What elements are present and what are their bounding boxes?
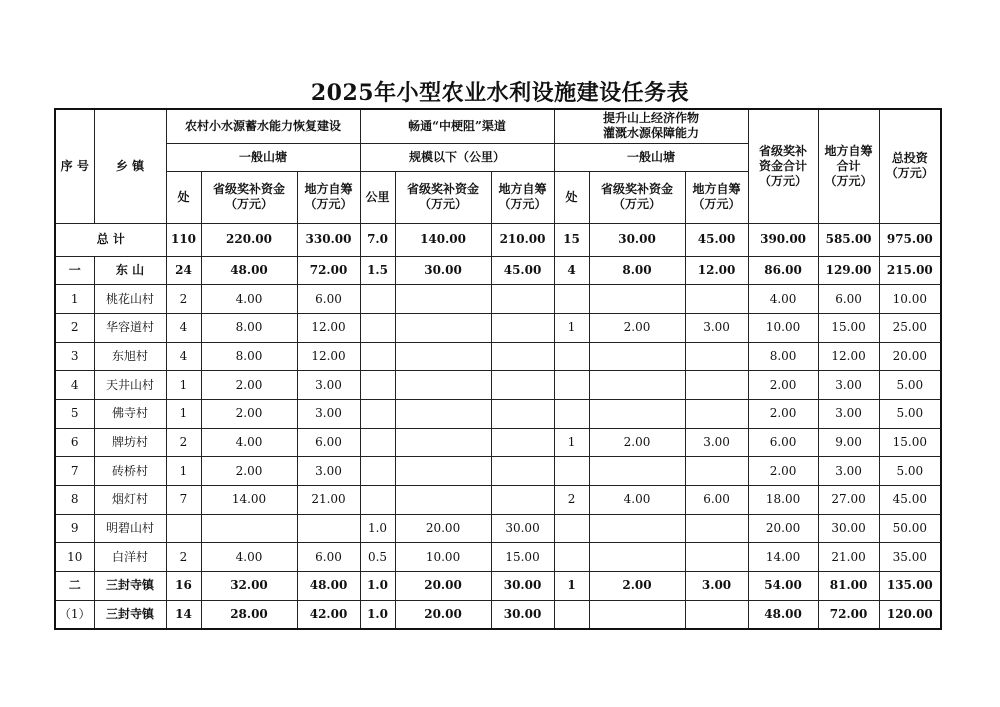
row-cell: [360, 371, 395, 400]
row-cell: [589, 514, 685, 543]
row-cell: 42.00: [297, 600, 360, 629]
row-cell: [685, 600, 748, 629]
row-cell: 7: [166, 486, 201, 515]
row-cell: [395, 457, 491, 486]
table-row: [55, 256, 941, 285]
total-cell: 140.00: [395, 223, 491, 256]
row-cell: 1.5: [360, 256, 395, 285]
total-row: [55, 223, 941, 256]
row-cell: [685, 342, 748, 371]
row-cell: 0.5: [360, 543, 395, 572]
row-cell: 30.00: [818, 514, 879, 543]
row-seq: 9: [55, 514, 94, 543]
row-town: 佛寺村: [94, 399, 166, 428]
row-cell: 215.00: [879, 256, 941, 285]
row-town: 明碧山村: [94, 514, 166, 543]
row-cell: [685, 399, 748, 428]
row-cell: 6.00: [297, 428, 360, 457]
row-cell: [395, 285, 491, 314]
row-seq: 4: [55, 371, 94, 400]
row-cell: 3.00: [685, 572, 748, 601]
row-cell: 1: [554, 572, 589, 601]
row-town: 白洋村: [94, 543, 166, 572]
row-cell: 2.00: [201, 371, 297, 400]
row-cell: [685, 285, 748, 314]
row-cell: 5.00: [879, 399, 941, 428]
row-cell: 10.00: [395, 543, 491, 572]
row-cell: 48.00: [297, 572, 360, 601]
row-cell: 15.00: [879, 428, 941, 457]
row-cell: 45.00: [879, 486, 941, 515]
total-cell: 975.00: [879, 223, 941, 256]
row-cell: 129.00: [818, 256, 879, 285]
header-unit-count-3: 处: [554, 171, 589, 223]
row-cell: 32.00: [201, 572, 297, 601]
row-town: 东 山: [94, 256, 166, 285]
row-cell: 4.00: [201, 428, 297, 457]
row-cell: [589, 600, 685, 629]
row-cell: [395, 399, 491, 428]
row-cell: [360, 428, 395, 457]
row-cell: 4: [166, 342, 201, 371]
row-cell: 28.00: [201, 600, 297, 629]
total-cell: 390.00: [748, 223, 818, 256]
row-cell: 4: [554, 256, 589, 285]
row-cell: [589, 399, 685, 428]
row-cell: 15.00: [818, 313, 879, 342]
row-cell: [395, 342, 491, 371]
row-town: 东旭村: [94, 342, 166, 371]
row-cell: 12.00: [297, 313, 360, 342]
row-cell: 4.00: [589, 486, 685, 515]
row-cell: 27.00: [818, 486, 879, 515]
row-cell: 2: [166, 285, 201, 314]
row-cell: 4: [166, 313, 201, 342]
row-town: 牌坊村: [94, 428, 166, 457]
row-cell: 20.00: [879, 342, 941, 371]
row-cell: 81.00: [818, 572, 879, 601]
row-cell: 2.00: [589, 313, 685, 342]
row-cell: [685, 543, 748, 572]
row-cell: 86.00: [748, 256, 818, 285]
row-cell: [554, 543, 589, 572]
row-cell: 3.00: [297, 457, 360, 486]
row-cell: [297, 514, 360, 543]
table-row: [55, 342, 941, 371]
row-cell: 6.00: [818, 285, 879, 314]
row-cell: 135.00: [879, 572, 941, 601]
row-cell: [360, 399, 395, 428]
table-row: [55, 371, 941, 400]
row-cell: 2.00: [748, 399, 818, 428]
row-cell: [685, 371, 748, 400]
row-cell: 15.00: [491, 543, 554, 572]
row-seq: 5: [55, 399, 94, 428]
row-seq: 3: [55, 342, 94, 371]
total-cell: 210.00: [491, 223, 554, 256]
row-cell: [554, 371, 589, 400]
row-town: 桃花山村: [94, 285, 166, 314]
row-town: 烟灯村: [94, 486, 166, 515]
row-cell: 8.00: [201, 313, 297, 342]
header-local-fund-2: 地方自筹 （万元）: [498, 182, 547, 211]
row-seq: 6: [55, 428, 94, 457]
row-cell: 30.00: [491, 572, 554, 601]
row-cell: 120.00: [879, 600, 941, 629]
row-cell: 12.00: [297, 342, 360, 371]
total-cell: 30.00: [589, 223, 685, 256]
row-cell: [360, 457, 395, 486]
header-town: 乡 镇: [94, 109, 166, 223]
row-seq: （1）: [55, 600, 94, 629]
header-unit-count-1: 处: [166, 171, 201, 223]
row-cell: [589, 285, 685, 314]
row-cell: 14.00: [201, 486, 297, 515]
row-cell: 10.00: [748, 313, 818, 342]
row-cell: 20.00: [395, 514, 491, 543]
row-cell: 9.00: [818, 428, 879, 457]
row-cell: 8.00: [748, 342, 818, 371]
row-cell: [360, 313, 395, 342]
row-cell: 18.00: [748, 486, 818, 515]
row-cell: 4.00: [748, 285, 818, 314]
total-cell: 110: [166, 223, 201, 256]
row-town: 三封寺镇: [94, 600, 166, 629]
row-cell: 3.00: [685, 428, 748, 457]
header-unit-km: 公里: [360, 171, 395, 223]
row-cell: 2: [166, 543, 201, 572]
table-row: [55, 543, 941, 572]
row-cell: 1: [166, 457, 201, 486]
table-row: [55, 313, 941, 342]
row-cell: 2: [554, 486, 589, 515]
row-cell: [491, 342, 554, 371]
header-prov-fund-1: 省级奖补资金 （万元）: [212, 182, 285, 211]
task-table: [54, 108, 942, 630]
row-cell: 20.00: [395, 572, 491, 601]
row-cell: 1: [554, 313, 589, 342]
row-cell: 48.00: [201, 256, 297, 285]
row-cell: [685, 514, 748, 543]
row-cell: 6.00: [685, 486, 748, 515]
row-cell: [554, 600, 589, 629]
row-cell: 3.00: [818, 457, 879, 486]
row-cell: [395, 313, 491, 342]
row-cell: 21.00: [297, 486, 360, 515]
header-group3: 提升山上经济作物 灌溉水源保障能力: [603, 111, 700, 141]
total-cell: 45.00: [685, 223, 748, 256]
row-cell: 1.0: [360, 514, 395, 543]
row-seq: 二: [55, 572, 94, 601]
row-cell: 4.00: [201, 543, 297, 572]
row-cell: [395, 371, 491, 400]
header-group2-sub: 规模以下（公里）: [360, 143, 554, 171]
row-cell: [491, 428, 554, 457]
row-cell: 1.0: [360, 572, 395, 601]
header-seq: 序 号: [55, 109, 94, 223]
row-cell: 20.00: [748, 514, 818, 543]
row-cell: 2.00: [589, 428, 685, 457]
row-cell: 72.00: [818, 600, 879, 629]
row-town: 华容道村: [94, 313, 166, 342]
header-local-fund-1: 地方自筹 （万元）: [304, 182, 353, 211]
row-cell: 12.00: [685, 256, 748, 285]
row-cell: [360, 285, 395, 314]
row-town: 砖桥村: [94, 457, 166, 486]
total-cell: 330.00: [297, 223, 360, 256]
table-row: [55, 600, 941, 629]
row-cell: 2.00: [748, 371, 818, 400]
row-cell: [554, 457, 589, 486]
row-cell: [491, 486, 554, 515]
row-cell: 2.00: [589, 572, 685, 601]
header-group1: 农村小水源蓄水能力恢复建设: [166, 109, 360, 143]
row-seq: 一: [55, 256, 94, 285]
row-cell: [395, 486, 491, 515]
row-cell: 8.00: [589, 256, 685, 285]
total-cell: 220.00: [201, 223, 297, 256]
row-cell: 48.00: [748, 600, 818, 629]
total-cell: 15: [554, 223, 589, 256]
row-cell: 2.00: [201, 457, 297, 486]
row-cell: 21.00: [818, 543, 879, 572]
row-seq: 1: [55, 285, 94, 314]
row-seq: 2: [55, 313, 94, 342]
row-cell: 1.0: [360, 600, 395, 629]
row-cell: 8.00: [201, 342, 297, 371]
row-cell: [589, 371, 685, 400]
header-prov-fund-3: 省级奖补资金 （万元）: [601, 182, 674, 211]
row-cell: 35.00: [879, 543, 941, 572]
total-cell: 7.0: [360, 223, 395, 256]
row-cell: 30.00: [491, 600, 554, 629]
row-cell: [589, 342, 685, 371]
row-cell: 14.00: [748, 543, 818, 572]
row-cell: [554, 285, 589, 314]
total-cell: 585.00: [818, 223, 879, 256]
row-cell: [166, 514, 201, 543]
row-seq: 10: [55, 543, 94, 572]
row-cell: 16: [166, 572, 201, 601]
row-cell: 50.00: [879, 514, 941, 543]
table-row: [55, 399, 941, 428]
row-cell: [554, 342, 589, 371]
row-cell: 1: [166, 399, 201, 428]
row-cell: 10.00: [879, 285, 941, 314]
row-cell: 1: [166, 371, 201, 400]
total-label: 总 计: [55, 223, 166, 256]
table-row: [55, 572, 941, 601]
header-group2: 畅通“中梗阻”渠道: [360, 109, 554, 143]
row-cell: 3.00: [818, 371, 879, 400]
table-row: [55, 514, 941, 543]
row-cell: 6.00: [297, 285, 360, 314]
row-cell: 25.00: [879, 313, 941, 342]
row-cell: [491, 285, 554, 314]
row-cell: 3.00: [818, 399, 879, 428]
row-town: 天井山村: [94, 371, 166, 400]
header-prov-total: 省级奖补 资金合计 （万元）: [759, 143, 808, 188]
row-cell: [491, 399, 554, 428]
row-seq: 7: [55, 457, 94, 486]
row-cell: 2: [166, 428, 201, 457]
row-cell: 3.00: [297, 371, 360, 400]
row-cell: [589, 543, 685, 572]
row-cell: 20.00: [395, 600, 491, 629]
row-cell: 2.00: [748, 457, 818, 486]
row-cell: 5.00: [879, 457, 941, 486]
table-row: [55, 486, 941, 515]
row-cell: 3.00: [297, 399, 360, 428]
row-cell: [685, 457, 748, 486]
row-cell: 2.00: [201, 399, 297, 428]
row-cell: 6.00: [748, 428, 818, 457]
row-cell: [589, 457, 685, 486]
row-cell: 24: [166, 256, 201, 285]
row-cell: [554, 399, 589, 428]
row-cell: 30.00: [491, 514, 554, 543]
row-cell: 45.00: [491, 256, 554, 285]
row-cell: [360, 486, 395, 515]
row-cell: [491, 313, 554, 342]
page-title: 2025年小型农业水利设施建设任务表: [310, 80, 690, 106]
row-cell: [201, 514, 297, 543]
table-row: [55, 428, 941, 457]
row-cell: 6.00: [297, 543, 360, 572]
row-cell: 72.00: [297, 256, 360, 285]
row-cell: [491, 371, 554, 400]
row-cell: 4.00: [201, 285, 297, 314]
row-cell: 14: [166, 600, 201, 629]
header-prov-fund-2: 省级奖补资金 （万元）: [407, 182, 480, 211]
row-seq: 8: [55, 486, 94, 515]
row-cell: 1: [554, 428, 589, 457]
row-cell: [395, 428, 491, 457]
row-cell: 30.00: [395, 256, 491, 285]
header-group1-sub: 一般山塘: [166, 143, 360, 171]
row-cell: [491, 457, 554, 486]
header-total-invest: 总投资 （万元）: [885, 151, 934, 181]
table-row: [55, 285, 941, 314]
table-row: [55, 457, 941, 486]
row-cell: 3.00: [685, 313, 748, 342]
header-local-fund-3: 地方自筹 （万元）: [692, 182, 741, 211]
row-cell: [360, 342, 395, 371]
row-cell: 12.00: [818, 342, 879, 371]
header-local-total: 地方自筹 合计 （万元）: [824, 143, 873, 188]
row-town: 三封寺镇: [94, 572, 166, 601]
row-cell: [554, 514, 589, 543]
header-group3-sub: 一般山塘: [554, 143, 748, 171]
row-cell: 5.00: [879, 371, 941, 400]
row-cell: 54.00: [748, 572, 818, 601]
